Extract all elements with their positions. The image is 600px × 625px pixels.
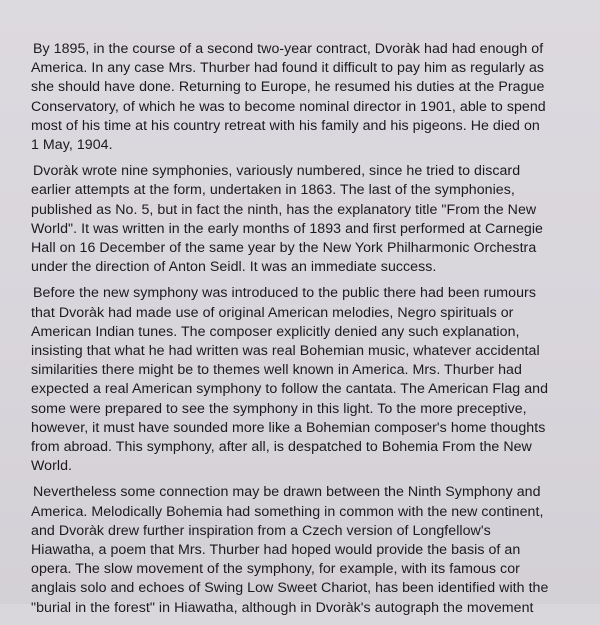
text-line: published as No. 5, but in fact the ninth, has the explanatory title "From the New bbox=[31, 201, 537, 218]
text-line: America. In any case Mrs. Thurber had found it difficult to pay him as regularly as bbox=[31, 60, 545, 77]
text-line: Hall on 16 December of the same year by the New York Philharmonic Orchestra bbox=[31, 240, 537, 257]
text-line: opera. The slow movement of the symphony, for example, with its famous cor bbox=[31, 561, 520, 578]
text-line: from abroad. This symphony, after all, is despatched to Bohemia From the New bbox=[31, 439, 532, 456]
text-line: she should have done. Returning to Europe, he resumed his duties at the Prague bbox=[31, 79, 545, 96]
text-line: most of his time at his country retreat with his family and his pigeons. He died on bbox=[31, 117, 540, 134]
text-line: Nevertheless some connection may be drawn between the Ninth Symphony and bbox=[33, 484, 541, 501]
paragraph-4 bbox=[31, 483, 579, 617]
text-line: earlier attempts at the form, undertaken in 1863. The last of the symphonies, bbox=[31, 182, 515, 199]
text-line: that Dvoràk had made use of original American melodies, Negro spirituals or bbox=[31, 304, 514, 321]
body-text bbox=[31, 40, 579, 625]
text-line: 1 May, 1904. bbox=[31, 137, 113, 154]
text-line: Dvoràk wrote nine symphonies, variously numbered, since he tried to discard bbox=[33, 163, 521, 180]
text-line: Hiawatha, a poem that Mrs. Thurber had hoped would provide the basis of an bbox=[31, 542, 521, 559]
paragraph-1 bbox=[31, 40, 579, 155]
text-line: and Dvoràk drew further inspiration from a Czech version of Longfellow's bbox=[31, 522, 491, 539]
text-line: World. bbox=[31, 458, 73, 475]
text-line: similarities there might be to themes well known in America. Mrs. Thurber had bbox=[31, 362, 522, 379]
paragraph-2 bbox=[31, 162, 579, 277]
text-line: however, it must have sounded more like a Bohemian composer's home thoughts bbox=[31, 419, 546, 436]
text-line: "burial in the forest" in Hiawatha, although in Dvoràk's autograph the movement bbox=[31, 599, 534, 616]
text-line: World". It was written in the early months of 1893 and first performed at Carnegie bbox=[31, 220, 543, 237]
text-line: under the direction of Anton Seidl. It was an immediate success. bbox=[31, 259, 437, 276]
text-line: expected a real American symphony to follow the cantata. The American Flag and bbox=[31, 381, 549, 398]
text-line: By 1895, in the course of a second two-year contract, Dvoràk had had enough of bbox=[33, 41, 544, 57]
text-line: American Indian tunes. The composer explicitly denied any such explanation, bbox=[31, 323, 520, 340]
text-line: Conservatory, of which he was to become nominal director in 1901, able to spend bbox=[31, 98, 546, 115]
text-line: insisting that what he had written was real Bohemian music, whatever accidental bbox=[31, 343, 540, 360]
text-line: Before the new symphony was introduced to the public there had been rumours bbox=[33, 285, 536, 302]
text-line: America. Melodically Bohemia had something in common with the new continent, bbox=[31, 503, 544, 520]
text-line: anglais solo and echoes of Swing Low Sweet Chariot, has been identified with the bbox=[31, 580, 549, 597]
text-line: some were prepared to see the symphony in this light. To the more preceptive, bbox=[31, 400, 527, 417]
paragraph-3 bbox=[31, 284, 579, 476]
